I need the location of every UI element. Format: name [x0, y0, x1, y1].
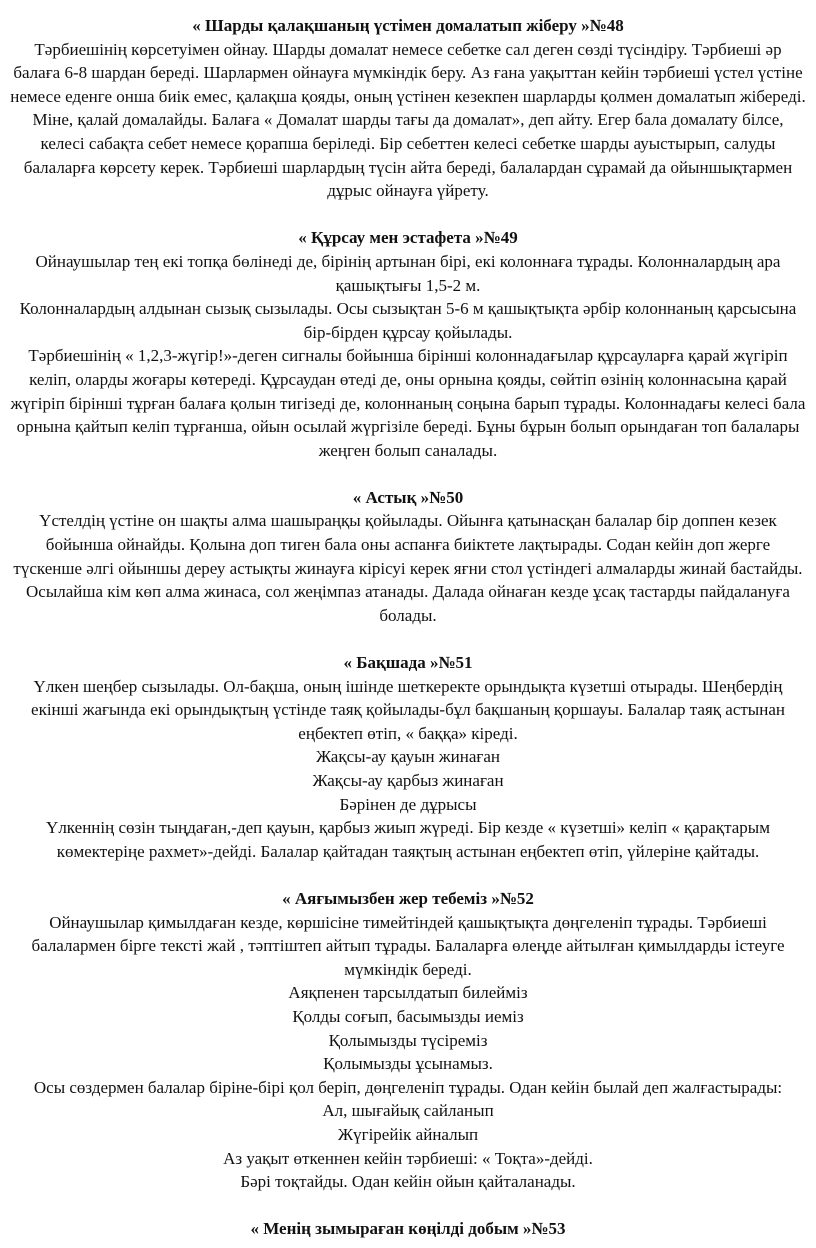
game-section: [10, 226, 806, 462]
game-paragraph: Бәрінен де дұрысы: [339, 794, 477, 814]
game-paragraph: Үлкеннің сөзін тыңдаған,-деп қауын, қарбыз жиып жүреді. Бір кезде « күзетші» келіп « қарақтарым көмектеріңе рахмет»-дейді. Балалар қайтадан таяқтың астынан еңбектеп өтіп, үйлеріне қайтады.: [46, 818, 770, 861]
game-paragraph: Тәрбиешінің « 1,2,3-жүгір!»-деген сигналы бойынша бірінші колоннадағылар құрсауларға қарай жүгіріп келіп, оларды жоғары көтереді. Құрсаудан өтеді де, оны орнына қояды, сөйтіп өзінің колоннасына қарай жүгіріп бірінші тұрған балаға қолын тигізеді де, колоннаның соңына барып тұрады. Колоннадағы келесі бала орнына қайтып келіп тұрғанша, ойын осылай жүргізіле береді. Бұны бұрын болып орындаған топ балалары жеңген болып саналады.: [10, 346, 806, 460]
game-paragraph: Жүгірейік айналып: [337, 1124, 479, 1144]
game-paragraph: Ал, шығайық сайланып: [322, 1101, 494, 1121]
game-paragraph: Қолды соғып, басымызды иеміз: [292, 1006, 524, 1026]
game-section: [10, 1217, 806, 1241]
game-paragraph: Ойнаушылар тең екі топқа бөлінеді де, бірінің артынан бірі, екі колоннаға тұрады. Колонналардың ара қашықтығы 1,5-2 м.: [35, 251, 781, 295]
game-paragraph: Аз уақыт өткеннен кейін тәрбиеші: « Тоқта»-дейді.: [223, 1148, 593, 1168]
game-section: [10, 14, 806, 203]
game-paragraph: Қолымызды түсіреміз: [328, 1030, 488, 1050]
game-section: [10, 887, 806, 1194]
game-section: [10, 486, 806, 628]
game-paragraph: Аяқпенен тарсылдатып билейміз: [288, 983, 528, 1003]
game-paragraph: Колонналардың алдынан сызық сызылады. Осы сызықтан 5-6 м қашықтықта әрбір колоннаның қарсысына бір-бірден құрсау қойылады.: [19, 299, 797, 342]
game-paragraph: Үлкен шеңбер сызылады. Ол-бақша, оның ішінде шеткеректе орындықта күзетші отырады. Шеңбердің екінші жағында екі орындықтың үстінде таяқ қойылады-бұл бақшаның қоршауы. Балалар таяқ астынан еңбектеп өтіп, « баққа» кіреді.: [31, 676, 785, 743]
game-title: « Шарды қалақшаның үстімен домалатып жіберу »№48: [192, 16, 624, 35]
game-paragraph: Тәрбиешінің көрсетуімен ойнау. Шарды домалат немесе себетке сал деген сөзді түсіндіру. Тәрбиеші әр балаға 6-8 шардан береді. Шарлармен ойнауға мүмкіндік беру. Аз ғана уақыттан кейін тәрбиеші үстел үстіне немесе еденге онша биік емес, қалақша қояды, оның үстінен кезекпен шарларды қолмен домалатып жібереді. Міне, қалай домалайды. Балаға « Домалат шарды тағы да домалат», деп айту. Егер бала домалату білсе, келесі сабақта себет немесе қорапша беріледі. Бір себеттен келесі себетке шарды ауыстырып, салуды балаларға көрсету керек. Тәрбиеші шарлардың түсін айта береді, балалардан сұрамай да ойыншықтармен дұрыс ойнауға үйрету.: [10, 39, 806, 201]
game-title: « Астық »№50: [352, 487, 464, 507]
game-paragraph: Жақсы-ау қауын жинаған: [316, 747, 500, 767]
game-section: [10, 651, 806, 863]
game-paragraph: Бәрі тоқтайды. Одан кейін ойын қайталанады.: [240, 1172, 576, 1192]
game-title: « Аяғымызбен жер тебеміз »№52: [282, 888, 534, 908]
game-paragraph: Жақсы-ау қарбыз жинаған: [312, 771, 504, 790]
game-title: « Құрсау мен эстафета »№49: [298, 228, 518, 248]
game-title: « Бақшада »№51: [343, 653, 473, 673]
game-paragraph: Осы сөздермен балалар біріне-бірі қол беріп, дөңгеленіп тұрады. Одан кейін былай деп жалғастырады:: [33, 1077, 783, 1097]
game-title: « Менің зымыраған көңілді добым »№53: [250, 1219, 566, 1239]
game-paragraph: Қолымызды ұсынамыз.: [323, 1054, 493, 1074]
game-paragraph: Үстелдің үстіне он шақты алма шашыраңқы қойылады. Ойынға қатынасқан балалар бір доппен кезек бойынша ойнайды. Қолына доп тиген бала оны аспанға биіктете лақтырады. Содан кейін доп жерге түскенше әлгі ойыншы дереу астықты жинауға кірісуі керек яғни стол үстіндегі алмаларды жинай бастайды. Осылайша кім көп алма жинаса, сол жеңімпаз атанады. Далада ойнаған кезде ұсақ тастарды пайдалануға болады.: [13, 511, 803, 625]
game-paragraph: Ойнаушылар қимылдаған кезде, көршісіне тимейтіндей қашықтықта дөңгеленіп тұрады. Тәрбиеші балалармен бірге тексті жай , тәптіштеп айтып тұрады. Балаларға өлеңде айтылған қимылдарды істеуге мүмкіндік береді.: [31, 912, 785, 979]
